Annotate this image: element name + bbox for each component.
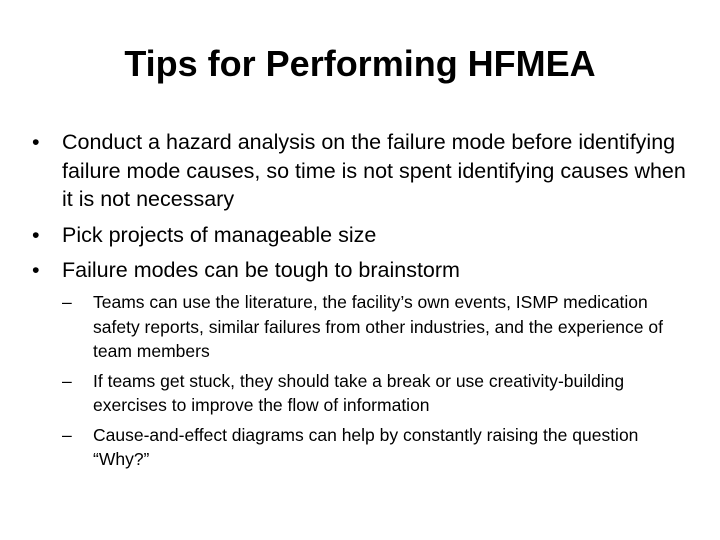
subbullet-list xyxy=(62,290,682,477)
bullet-text: Pick projects of manageable size xyxy=(62,222,377,247)
bullet-marker: • xyxy=(32,258,40,282)
subbullet-item xyxy=(62,290,682,364)
subbullet-item xyxy=(62,423,682,472)
bullet-marker: • xyxy=(32,222,40,247)
bullet-marker: • xyxy=(32,130,40,154)
slide-title: Tips for Performing HFMEA xyxy=(124,43,596,84)
subbullet-marker: – xyxy=(62,292,72,312)
bullet-item xyxy=(32,128,692,214)
subbullet-item xyxy=(62,369,682,418)
subbullet-text: Teams can use the literature, the facility’s own events, ISMP medication safety reports, similar failures from other industries, and the experience of team members xyxy=(93,292,663,361)
subbullet-marker: – xyxy=(62,424,72,445)
bullet-list xyxy=(32,128,692,292)
bullet-text: Conduct a hazard analysis on the failure mode before identifying failure mode causes, so time is not spent identifying causes when it is not necessary xyxy=(62,130,686,211)
subbullet-text: Cause-and-effect diagrams can help by constantly raising the question “Why?” xyxy=(93,424,639,469)
subbullet-text: If teams get stuck, they should take a break or use creativity-building exercises to improve the flow of information xyxy=(93,370,625,415)
bullet-item xyxy=(32,221,692,250)
subbullet-marker: – xyxy=(62,370,72,391)
bullet-item xyxy=(32,256,692,285)
bullet-text: Failure modes can be tough to brainstorm xyxy=(62,258,460,282)
